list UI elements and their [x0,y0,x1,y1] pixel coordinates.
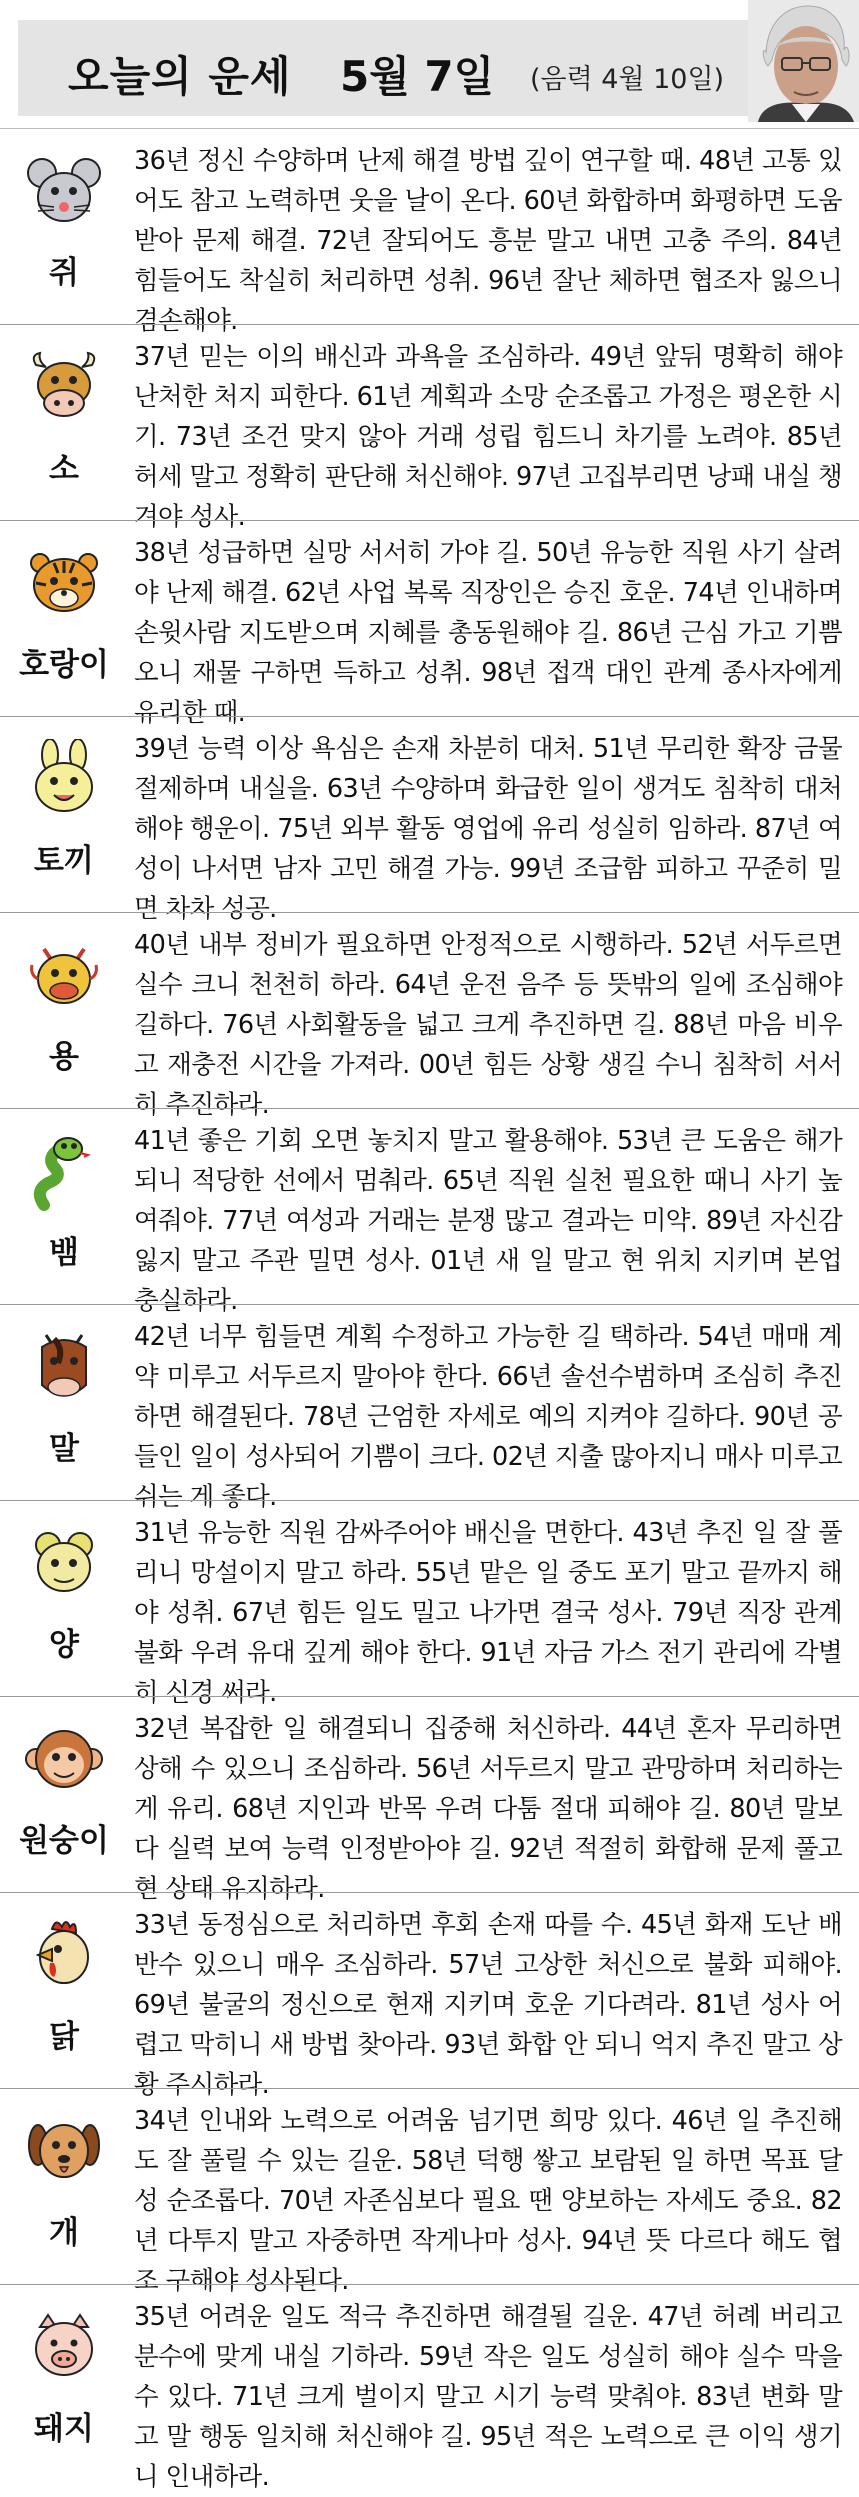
fortune-text: 32년 복잡한 일 해결되니 집중해 처신하라. 44년 혼자 무리하면 상해 수 있으니 조심하라. 56년 서두르지 말고 관망하며 처리하는 게 유리. 68년 지인과 반목 우려 다툼 절대 피해야 길. 80년 말보다 실력 보여 능력 인정받아야 길. 92년 적절히 화합해 문제 풀고 현 상태 유지하라. [134,1714,842,1904]
rabbit-icon [24,739,104,819]
fortune-text: 38년 성급하면 실망 서서히 가야 길. 50년 유능한 직원 사기 살려야 난제 해결. 62년 사업 복록 직장인은 승진 호운. 74년 인내하며 손윗사람 지도받으며 지혜를 총동원해야 길. 86년 근심 가고 기쁨 오니 재물 구하면 득하고 성취. 98년 접객 대인 관계 종사자에게 유리한 때. [134,538,842,728]
tiger-icon [24,543,104,623]
animal-name: 개 [49,2215,79,2251]
monkey-icon [24,1719,104,1799]
rat-icon [24,151,104,231]
snake-icon [24,1131,104,1211]
fortune-row-horse [0,1304,859,1512]
fortune-text: 33년 동정심으로 처리하면 후회 손재 따를 수. 45년 화재 도난 배반수 있으니 매우 조심하라. 57년 고상한 처신으로 불화 피해야. 69년 불굴의 정신으로 현재 지키며 호운 기다려라. 81년 성사 어렵고 막히니 새 방법 찾아라. 93년 화합 안 되니 억지 추진 말고 상황 주시하라. [134,1910,842,2100]
lunar-date-label: (음력 4월 10일) [530,64,725,95]
fortune-row-rat [0,128,859,336]
fortune-text: 31년 유능한 직원 감싸주어야 배신을 면한다. 43년 추진 일 잘 풀리니 망설이지 말고 하라. 55년 맡은 일 중도 포기 말고 끝까지 해야 성취. 67년 힘든 일도 밀고 나가면 결국 성사. 79년 직장 관계 불화 우려 유대 깊게 해야 한다. 91년 자금 가스 전기 관리에 각별히 신경 써라. [134,1518,842,1708]
animal-name: 닭 [49,2019,79,2055]
date-label: 5월 7일 [340,52,495,101]
animal-cell [8,2285,120,2480]
sheep-icon [24,1523,104,1603]
fortune-list [0,128,859,2492]
animal-cell [8,1305,120,1500]
animal-cell [8,2089,120,2284]
horse-icon [24,1327,104,1407]
fortune-row-dragon [0,912,859,1120]
dragon-icon [24,935,104,1015]
pig-icon [24,2307,104,2387]
dog-icon [24,2111,104,2191]
animal-name: 용 [49,1039,79,1075]
animal-name: 토끼 [34,843,94,879]
fortune-row-tiger [0,520,859,728]
animal-cell [8,1893,120,2088]
fortune-text: 36년 정신 수양하며 난제 해결 방법 깊이 연구할 때. 48년 고통 있어도 참고 노력하면 웃을 날이 온다. 60년 화합하며 화평하면 도움받아 문제 해결. 72년 잘되어도 흥분 말고 내면 고충 주의. 84년 힘들어도 착실히 처리하면 성취. 96년 잘난 체하면 협조자 잃으니 겸손해야. [134,146,842,336]
fortune-row-pig [0,2284,859,2492]
animal-cell [8,913,120,1108]
animal-name: 원숭이 [19,1823,109,1859]
fortune-row-ox [0,324,859,532]
columnist-photo [748,0,859,122]
animal-name: 양 [49,1627,79,1663]
fortune-row-snake [0,1108,859,1316]
page-title: 오늘의 운세 [68,52,292,101]
header [0,0,859,128]
animal-cell [8,1697,120,1892]
animal-name: 뱀 [49,1235,79,1271]
fortune-text: 34년 인내와 노력으로 어려움 넘기면 희망 있다. 46년 일 추진해도 잘 풀릴 수 있는 길운. 58년 덕행 쌓고 보람된 일 하면 목표 달성 순조롭다. 70년 자존심보다 필요 땐 양보하는 자세도 중요. 82년 다투지 말고 자중하면 작게나마 성사. 94년 뜻 다르다 해도 협조 구해야 성사된다. [134,2106,842,2296]
animal-cell [8,521,120,716]
fortune-text: 37년 믿는 이의 배신과 과욕을 조심하라. 49년 앞뒤 명확히 해야 난처한 처지 피한다. 61년 계획과 소망 순조롭고 가정은 평온한 시기. 73년 조건 맞지 않아 거래 성립 힘드니 차기를 노려야. 85년 허세 말고 정확히 판단해 처신해야. 97년 고집부리면 낭패 내실 챙겨야 성사. [134,342,842,532]
fortune-text: 41년 좋은 기회 오면 놓치지 말고 활용해야. 53년 큰 도움은 해가 되니 적당한 선에서 멈춰라. 65년 직원 실천 필요한 때니 사기 높여줘야. 77년 여성과 거래는 분쟁 많고 결과는 미약. 89년 자신감 잃지 말고 주관 밀면 성사. 01년 새 일 말고 현 위치 지키며 본업 충실하라. [134,1126,842,1316]
fortune-text: 42년 너무 힘들면 계획 수정하고 가능한 길 택하라. 54년 매매 계약 미루고 서두르지 말아야 한다. 66년 솔선수범하며 조심히 추진하면 해결된다. 78년 근엄한 자세로 예의 지켜야 길하다. 90년 공들인 일이 성사되어 기쁨이 크다. 02년 지출 많아지니 매사 미루고 쉬는 게 좋다. [134,1322,842,1512]
animal-name: 돼지 [34,2411,94,2447]
animal-cell [8,325,120,520]
fortune-row-dog [0,2088,859,2296]
animal-cell [8,129,120,324]
fortune-text: 39년 능력 이상 욕심은 손재 차분히 대처. 51년 무리한 확장 금물 절제하며 내실을. 63년 수양하며 화급한 일이 생겨도 침착히 대처해야 행운이. 75년 외부 활동 영업에 유리 성실히 임하라. 87년 여성이 나서면 남자 고민 해결 가능. 99년 조급함 피하고 꾸준히 밀면 차차 성공. [134,734,842,924]
fortune-row-monkey [0,1696,859,1904]
fortune-text: 35년 어려운 일도 적극 추진하면 해결될 길운. 47년 허례 버리고 분수에 맞게 내실 기하라. 59년 작은 일도 성실히 해야 실수 막을 수 있다. 71년 크게 벌이지 말고 시기 능력 맞춰야. 83년 변화 말고 말 행동 일치해 처신해야 길. 95년 적은 노력으로 큰 이익 생기니 인내하라. [134,2302,842,2492]
animal-name: 소 [49,451,79,487]
animal-cell [8,1501,120,1696]
animal-cell [8,1109,120,1304]
fortune-text: 40년 내부 정비가 필요하면 안정적으로 시행하라. 52년 서두르면 실수 크니 천천히 하라. 64년 운전 음주 등 뜻밖의 일에 조심해야 길하다. 76년 사회활동을 넓고 크게 추진하면 길. 88년 마음 비우고 재충전 시간을 가져라. 00년 힘든 상황 생길 수니 침착히 서서히 추진하라. [134,930,842,1120]
fortune-row-rooster [0,1892,859,2100]
ox-icon [24,347,104,427]
animal-name: 쥐 [49,255,79,291]
rooster-icon [24,1915,104,1995]
animal-cell [8,717,120,912]
fortune-row-sheep [0,1500,859,1708]
animal-name: 말 [49,1431,79,1467]
animal-name: 호랑이 [19,647,109,683]
fortune-row-rabbit [0,716,859,924]
